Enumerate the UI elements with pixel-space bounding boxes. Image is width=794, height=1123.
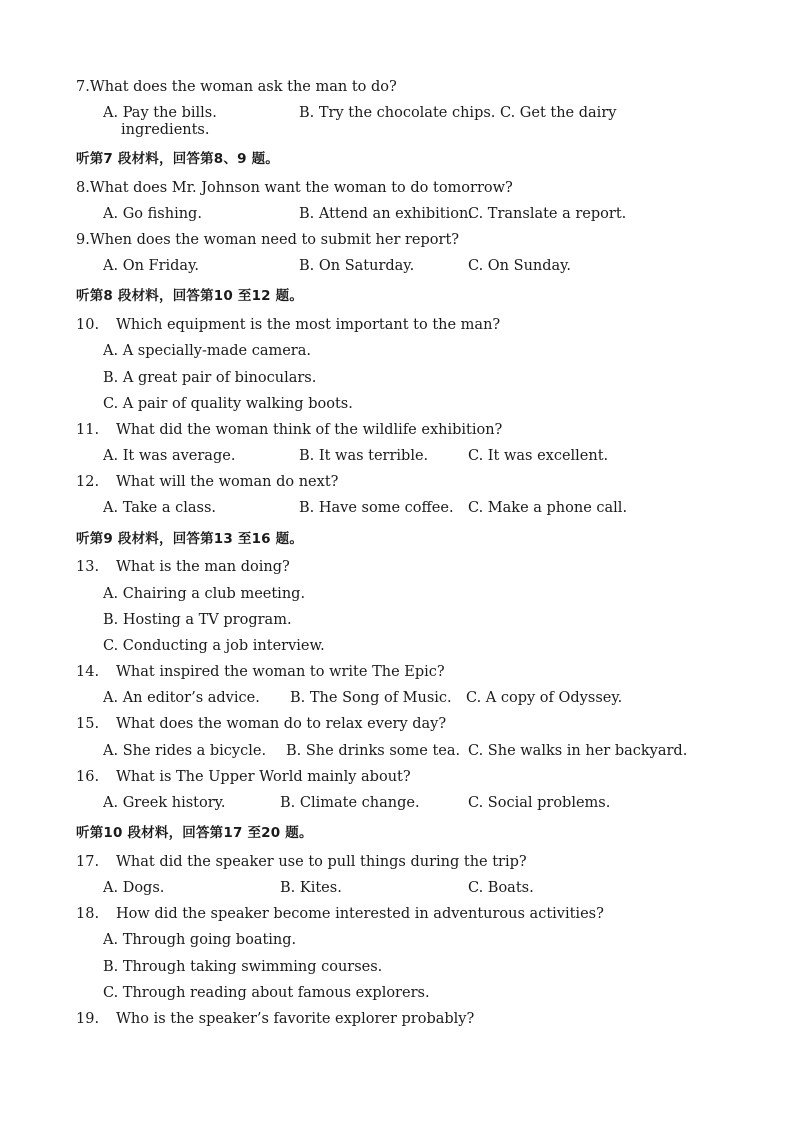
question-16-stem bbox=[76, 768, 411, 786]
question-15-stem bbox=[76, 715, 446, 733]
question-13-option-b: B. Hosting a TV program. bbox=[103, 612, 292, 628]
question-13-stem bbox=[76, 558, 290, 576]
question-7-option-b: B. Try the chocolate chips. bbox=[299, 105, 496, 121]
question-13-number: 13. bbox=[76, 559, 100, 575]
question-8-stem: 8.What does Mr. Johnson want the woman to do tomorrow? bbox=[76, 180, 513, 196]
question-18-option-b: B. Through taking swimming courses. bbox=[103, 959, 383, 975]
question-9-option-a: A. On Friday. bbox=[103, 258, 199, 274]
question-19-text: Who is the speaker’s favorite explorer probably? bbox=[116, 1011, 475, 1027]
question-7-stem: 7.What does the woman ask the man to do? bbox=[76, 79, 397, 95]
question-17-text: What did the speaker use to pull things during the trip? bbox=[116, 854, 527, 870]
question-18-text: How did the speaker become interested in adventurous activities? bbox=[116, 906, 604, 922]
question-7-option-a: A. Pay the bills. bbox=[103, 105, 217, 121]
question-8-option-a: A. Go fishing. bbox=[103, 206, 202, 222]
question-19-number: 19. bbox=[76, 1011, 100, 1027]
question-17-option-c: C. Boats. bbox=[468, 880, 534, 896]
question-12-option-a: A. Take a class. bbox=[103, 500, 217, 516]
question-14-text: What inspired the woman to write The Epic? bbox=[116, 664, 445, 680]
question-9-option-b: B. On Saturday. bbox=[299, 258, 415, 274]
section-heading-10: 听第10 段材料，回答第17 至20 题。 bbox=[76, 825, 313, 841]
question-16-text: What is The Upper World mainly about? bbox=[116, 769, 411, 785]
question-7-option-c-continued: ingredients. bbox=[121, 122, 210, 138]
question-10-option-c: C. A pair of quality walking boots. bbox=[103, 396, 353, 412]
section-heading-7: 听第7 段材料，回答第8、9 题。 bbox=[76, 151, 279, 167]
question-9-stem: 9.When does the woman need to submit her report? bbox=[76, 232, 460, 248]
question-16-number: 16. bbox=[76, 769, 100, 785]
question-13-text: What is the man doing? bbox=[116, 559, 290, 575]
question-8-option-b: B. Attend an exhibition. bbox=[299, 206, 473, 222]
question-12-option-c: C. Make a phone call. bbox=[468, 500, 628, 516]
question-17-option-b: B. Kites. bbox=[280, 880, 342, 896]
question-17-stem bbox=[76, 853, 527, 871]
question-15-number: 15. bbox=[76, 716, 100, 732]
question-14-option-a: A. An editor’s advice. bbox=[103, 690, 260, 706]
question-13-option-c: C. Conducting a job interview. bbox=[103, 638, 325, 654]
question-11-option-a: A. It was average. bbox=[103, 448, 236, 464]
question-13-option-a: A. Chairing a club meeting. bbox=[103, 586, 306, 602]
question-10-option-a: A. A specially-made camera. bbox=[103, 343, 311, 359]
question-8-option-c: C. Translate a report. bbox=[468, 206, 627, 222]
question-19-stem bbox=[76, 1010, 474, 1028]
question-14-stem bbox=[76, 663, 445, 681]
question-12-option-b: B. Have some coffee. bbox=[299, 500, 454, 516]
question-11-option-c: C. It was excellent. bbox=[468, 448, 609, 464]
question-18-option-a: A. Through going boating. bbox=[103, 932, 297, 948]
question-11-stem bbox=[76, 421, 502, 439]
question-17-number: 17. bbox=[76, 854, 100, 870]
question-16-option-c: C. Social problems. bbox=[468, 795, 611, 811]
question-17-option-a: A. Dogs. bbox=[103, 880, 165, 896]
question-7-option-c: C. Get the dairy bbox=[500, 105, 617, 121]
question-14-option-b: B. The Song of Music. bbox=[290, 690, 452, 706]
question-10-number: 10. bbox=[76, 317, 100, 333]
question-15-option-a: A. She rides a bicycle. bbox=[103, 743, 267, 759]
question-12-stem bbox=[76, 473, 338, 491]
question-15-option-b: B. She drinks some tea. bbox=[286, 743, 461, 759]
question-18-stem bbox=[76, 905, 604, 923]
question-16-option-a: A. Greek history. bbox=[103, 795, 226, 811]
question-10-option-b: B. A great pair of binoculars. bbox=[103, 370, 317, 386]
question-14-option-c: C. A copy of Odyssey. bbox=[466, 690, 623, 706]
question-12-number: 12. bbox=[76, 474, 100, 490]
question-15-option-c: C. She walks in her backyard. bbox=[468, 743, 688, 759]
question-15-text: What does the woman do to relax every day? bbox=[116, 716, 447, 732]
question-11-text: What did the woman think of the wildlife exhibition? bbox=[116, 422, 503, 438]
question-10-stem bbox=[76, 316, 500, 334]
question-10-text: Which equipment is the most important to the man? bbox=[116, 317, 501, 333]
question-14-number: 14. bbox=[76, 664, 100, 680]
question-16-option-b: B. Climate change. bbox=[280, 795, 420, 811]
section-heading-8: 听第8 段材料，回答第10 至12 题。 bbox=[76, 288, 304, 304]
question-11-number: 11. bbox=[76, 422, 100, 438]
question-9-option-c: C. On Sunday. bbox=[468, 258, 572, 274]
question-18-number: 18. bbox=[76, 906, 100, 922]
question-12-text: What will the woman do next? bbox=[116, 474, 339, 490]
question-11-option-b: B. It was terrible. bbox=[299, 448, 429, 464]
question-18-option-c: C. Through reading about famous explorers. bbox=[103, 985, 430, 1001]
section-heading-9: 听第9 段材料，回答第13 至16 题。 bbox=[76, 531, 304, 547]
